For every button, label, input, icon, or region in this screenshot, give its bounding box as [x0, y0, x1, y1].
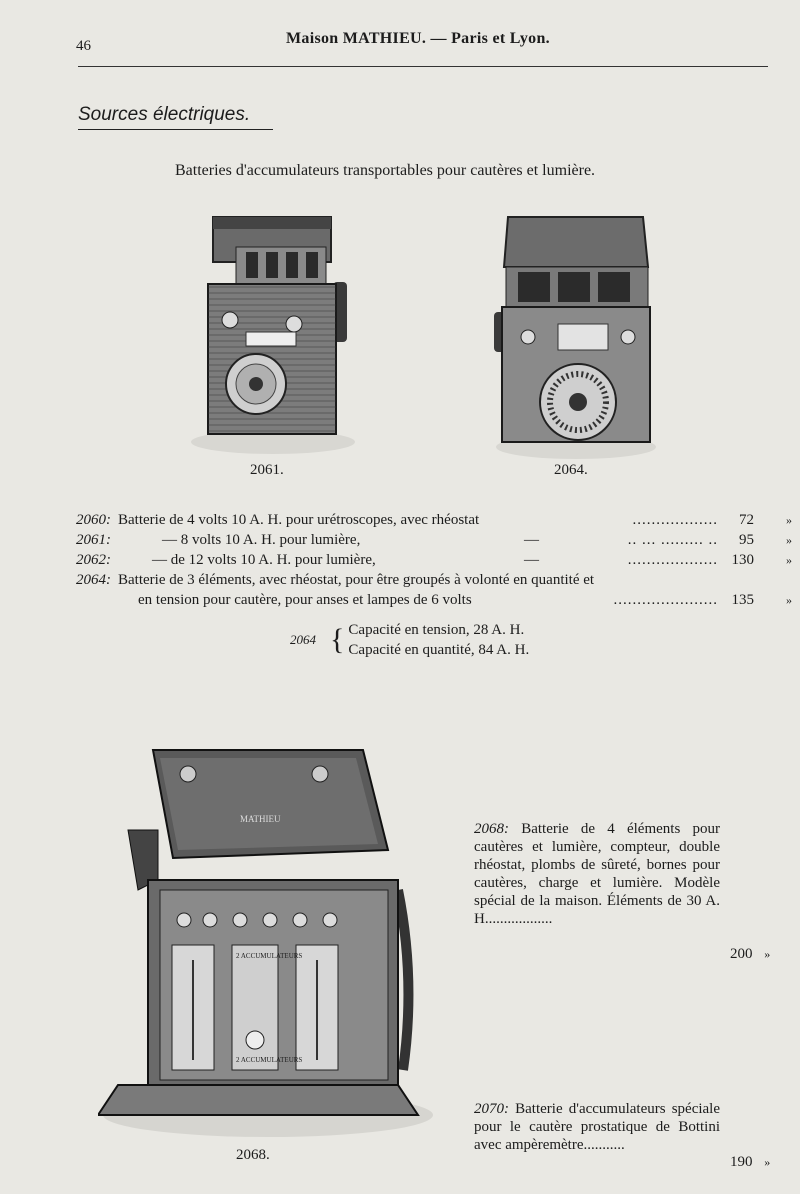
- capacity-code: 2064: [290, 632, 316, 647]
- section-title: Sources électriques.: [78, 104, 251, 125]
- price-list: [76, 510, 796, 610]
- brace-icon: {: [330, 623, 345, 656]
- item-code: 2061:: [76, 532, 111, 548]
- price-quote: »: [786, 533, 792, 547]
- running-title: Maison MATHIEU. — Paris et Lyon.: [286, 30, 550, 47]
- item-text: Batterie d'accumulateurs spéciale pour le cautère prostatique de Bottini avec ampèremètre: [474, 1101, 721, 1153]
- item-code: 2064:: [76, 572, 111, 588]
- price-quote: »: [786, 513, 792, 527]
- leader-dots: .. ... ......... ..: [627, 532, 718, 548]
- plate-label-top: 2 ACCUMULATEURS: [236, 952, 303, 960]
- list-item: [76, 570, 796, 590]
- price-quote: »: [786, 553, 792, 567]
- item-code: 2070:: [474, 1101, 509, 1117]
- leader-dots: ..................: [632, 512, 718, 528]
- item-2068-description: [474, 820, 720, 928]
- item-2068-price: [730, 946, 770, 963]
- battery-box-open-icon: [488, 212, 658, 462]
- item-code: 2068:: [474, 821, 509, 837]
- item-2070-price: [730, 1154, 770, 1171]
- capacity-block: [290, 620, 529, 660]
- leader-dots: ...........: [583, 1137, 625, 1153]
- figure-caption-2064: 2064.: [554, 462, 588, 478]
- price-quote: »: [764, 947, 771, 961]
- item-text: — 8 volts 10 A. H. pour lumière,: [162, 532, 361, 548]
- leader-dots: ......................: [613, 592, 718, 608]
- item-price: 190: [730, 1154, 753, 1170]
- section-underline: [78, 129, 273, 130]
- battery-box-icon: [188, 212, 358, 457]
- item-text: Batterie de 4 volts 10 A. H. pour urétroscopes, avec rhéostat: [118, 512, 480, 528]
- item-2070-description: [474, 1100, 720, 1154]
- price-quote: »: [786, 593, 792, 607]
- page-number: 46: [76, 38, 91, 54]
- leader-dots: ...................: [627, 552, 718, 568]
- item-price: 135: [731, 592, 754, 608]
- item-text: Batterie de 4 éléments pour cautères et lumière, compteur, double rhéostat, plombs de sûreté, bornes pour cautères, charge et lumière. Modèle spécial de la maison. Éléments de 30 A. H.: [474, 821, 720, 927]
- list-item: [76, 530, 796, 550]
- item-text: en tension pour cautère, pour anses et lampes de 6 volts: [138, 592, 472, 608]
- ditto-mark: —: [524, 532, 539, 548]
- figure-caption-2061: 2061.: [250, 462, 284, 478]
- case-lid-label: MATHIEU: [240, 814, 281, 824]
- ditto-mark: —: [524, 552, 539, 568]
- item-price: 130: [731, 552, 754, 568]
- item-price: 200: [730, 946, 753, 962]
- list-item: [76, 550, 796, 570]
- subtitle: Batteries d'accumulateurs transportables pour cautères et lumière.: [175, 162, 596, 179]
- item-text: Batterie de 3 éléments, avec rhéostat, pour être groupés à volonté en quantité et: [118, 572, 595, 588]
- capacity-quantity: Capacité en quantité, 84 A. H.: [348, 642, 530, 658]
- leader-dots: .................: [488, 911, 553, 927]
- header-rule: [78, 66, 768, 67]
- item-price: 95: [739, 532, 754, 548]
- price-quote: »: [764, 1155, 771, 1169]
- list-item: [76, 590, 796, 610]
- item-code: 2062:: [76, 552, 111, 568]
- accumulator-case-icon: [98, 740, 438, 1140]
- item-code: 2060:: [76, 512, 111, 528]
- capacity-tension: Capacité en tension, 28 A. H.: [348, 622, 525, 638]
- list-item: [76, 510, 796, 530]
- item-price: 72: [739, 512, 754, 528]
- figure-caption-2068: 2068.: [236, 1147, 270, 1163]
- plate-label-bottom: 2 ACCUMULATEURS: [236, 1056, 303, 1064]
- item-text: — de 12 volts 10 A. H. pour lumière,: [152, 552, 376, 568]
